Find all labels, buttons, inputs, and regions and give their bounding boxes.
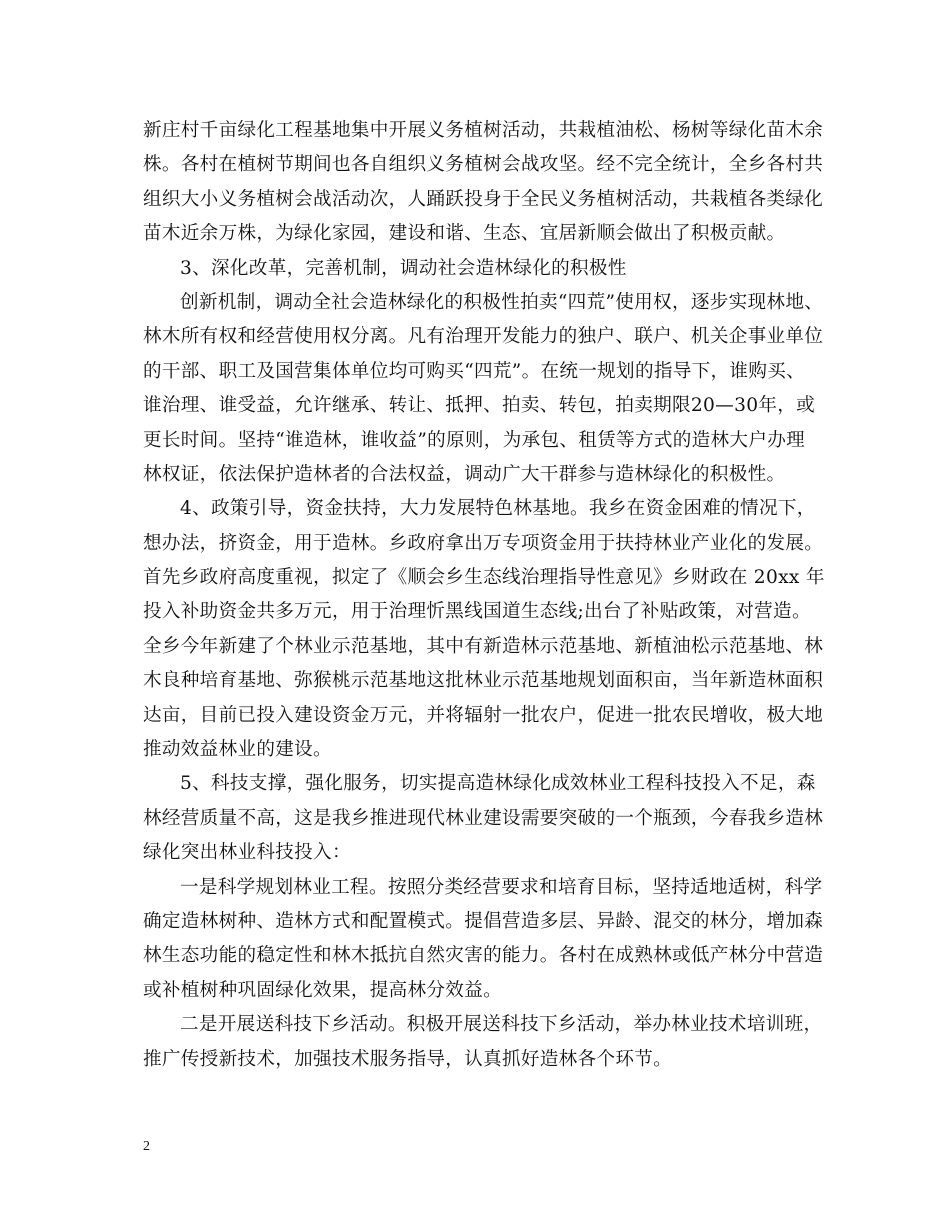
text-line: 推广传授新技术，加强技术服务指导，认真抓好造林各个环节。 [143,1048,673,1070]
text-line: 绿化突出林业科技投入： [143,842,351,864]
text-line: 首先乡政府高度重视，拟定了《顺会乡生态线治理指导性意见》乡财政在 20xx 年 [143,567,825,589]
text-line: 林木所有权和经营使用权分离。凡有治理开发能力的独户、联户、机关企事业单位 [143,326,824,348]
section-heading: 5、科技支撑，强化服务，切实提高造林绿化成效林业工程科技投入不足，森 [180,773,816,795]
text-line: 苗木近余万株，为绿化家园，建设和谐、生态、宜居新顺会做出了积极贡献。 [143,223,786,245]
section-heading: 4、政策引导，资金扶持，大力发展特色林基地。我乡在资金困难的情况下， [180,498,816,520]
document-body [143,114,825,1077]
text-line: 达亩，目前已投入建设资金万元，并将辐射一批农户，促进一批农民增收，极大地 [143,704,824,726]
page-number: 2 [143,1139,150,1154]
text-line: 木良种培育基地、弥猴桃示范基地这批林业示范基地规划面积亩，当年新造林面积 [143,670,824,692]
text-line: 谁治理、谁受益，允许继承、转让、抵押、拍卖、转包，拍卖期限20—30年，或 [143,395,816,417]
text-line: 想办法，挤资金，用于造林。乡政府拿出万专项资金用于扶持林业产业化的发展。 [143,532,824,554]
text-line: 确定造林树种、造林方式和配置模式。提倡营造多层、异龄、混交的林分，增加森 [143,910,824,932]
text-line: 株。各村在植树节期间也各自组织义务植树会战攻坚。经不完全统计，全乡各村共 [143,154,824,176]
text-line: 或补植树种巩固绿化效果，提高林分效益。 [143,979,502,1001]
section-heading: 3、深化改革，完善机制，调动社会造林绿化的积极性 [180,257,627,279]
text-line: 二是开展送科技下乡活动。积极开展送科技下乡活动，举办林业技术培训班， [180,1014,823,1036]
text-line: 新庄村千亩绿化工程基地集中开展义务植树活动，共栽植油松、杨树等绿化苗木余 [143,120,824,141]
text-line: 投入补助资金共多万元，用于治理忻黑线国道生态线;出台了补贴政策，对营造。 [143,601,811,623]
text-line: 一是科学规划林业工程。按照分类经营要求和培育目标，坚持适地适树，科学 [180,876,823,898]
text-line: 创新机制，调动全社会造林绿化的积极性拍卖“四荒”使用权，逐步实现林地、 [180,291,824,313]
text-line: 更长时间。坚持“谁造林，谁收益”的原则，为承包、租赁等方式的造林大户办理 [143,429,805,451]
text-line: 组织大小义务植树会战活动次，人踊跃投身于全民义务植树活动，共栽植各类绿化 [143,188,824,210]
text-line: 推动效益林业的建设。 [143,739,332,761]
text-line: 全乡今年新建了个林业示范基地，其中有新造林示范基地、新植油松示范基地、林 [143,635,824,657]
text-line: 的干部、职工及国营集体单位均可购买“四荒”。在统一规划的指导下，谁购买、 [143,360,805,382]
text-line: 林生态功能的稳定性和林木抵抗自然灾害的能力。各村在成熟林或低产林分中营造 [143,945,824,967]
text-line: 林经营质量不高，这是我乡推进现代林业建设需要突破的一个瓶颈，今春我乡造林 [143,807,824,829]
text-line: 林权证，依法保护造林者的合法权益，调动广大干群参与造林绿化的积极性。 [143,463,786,485]
